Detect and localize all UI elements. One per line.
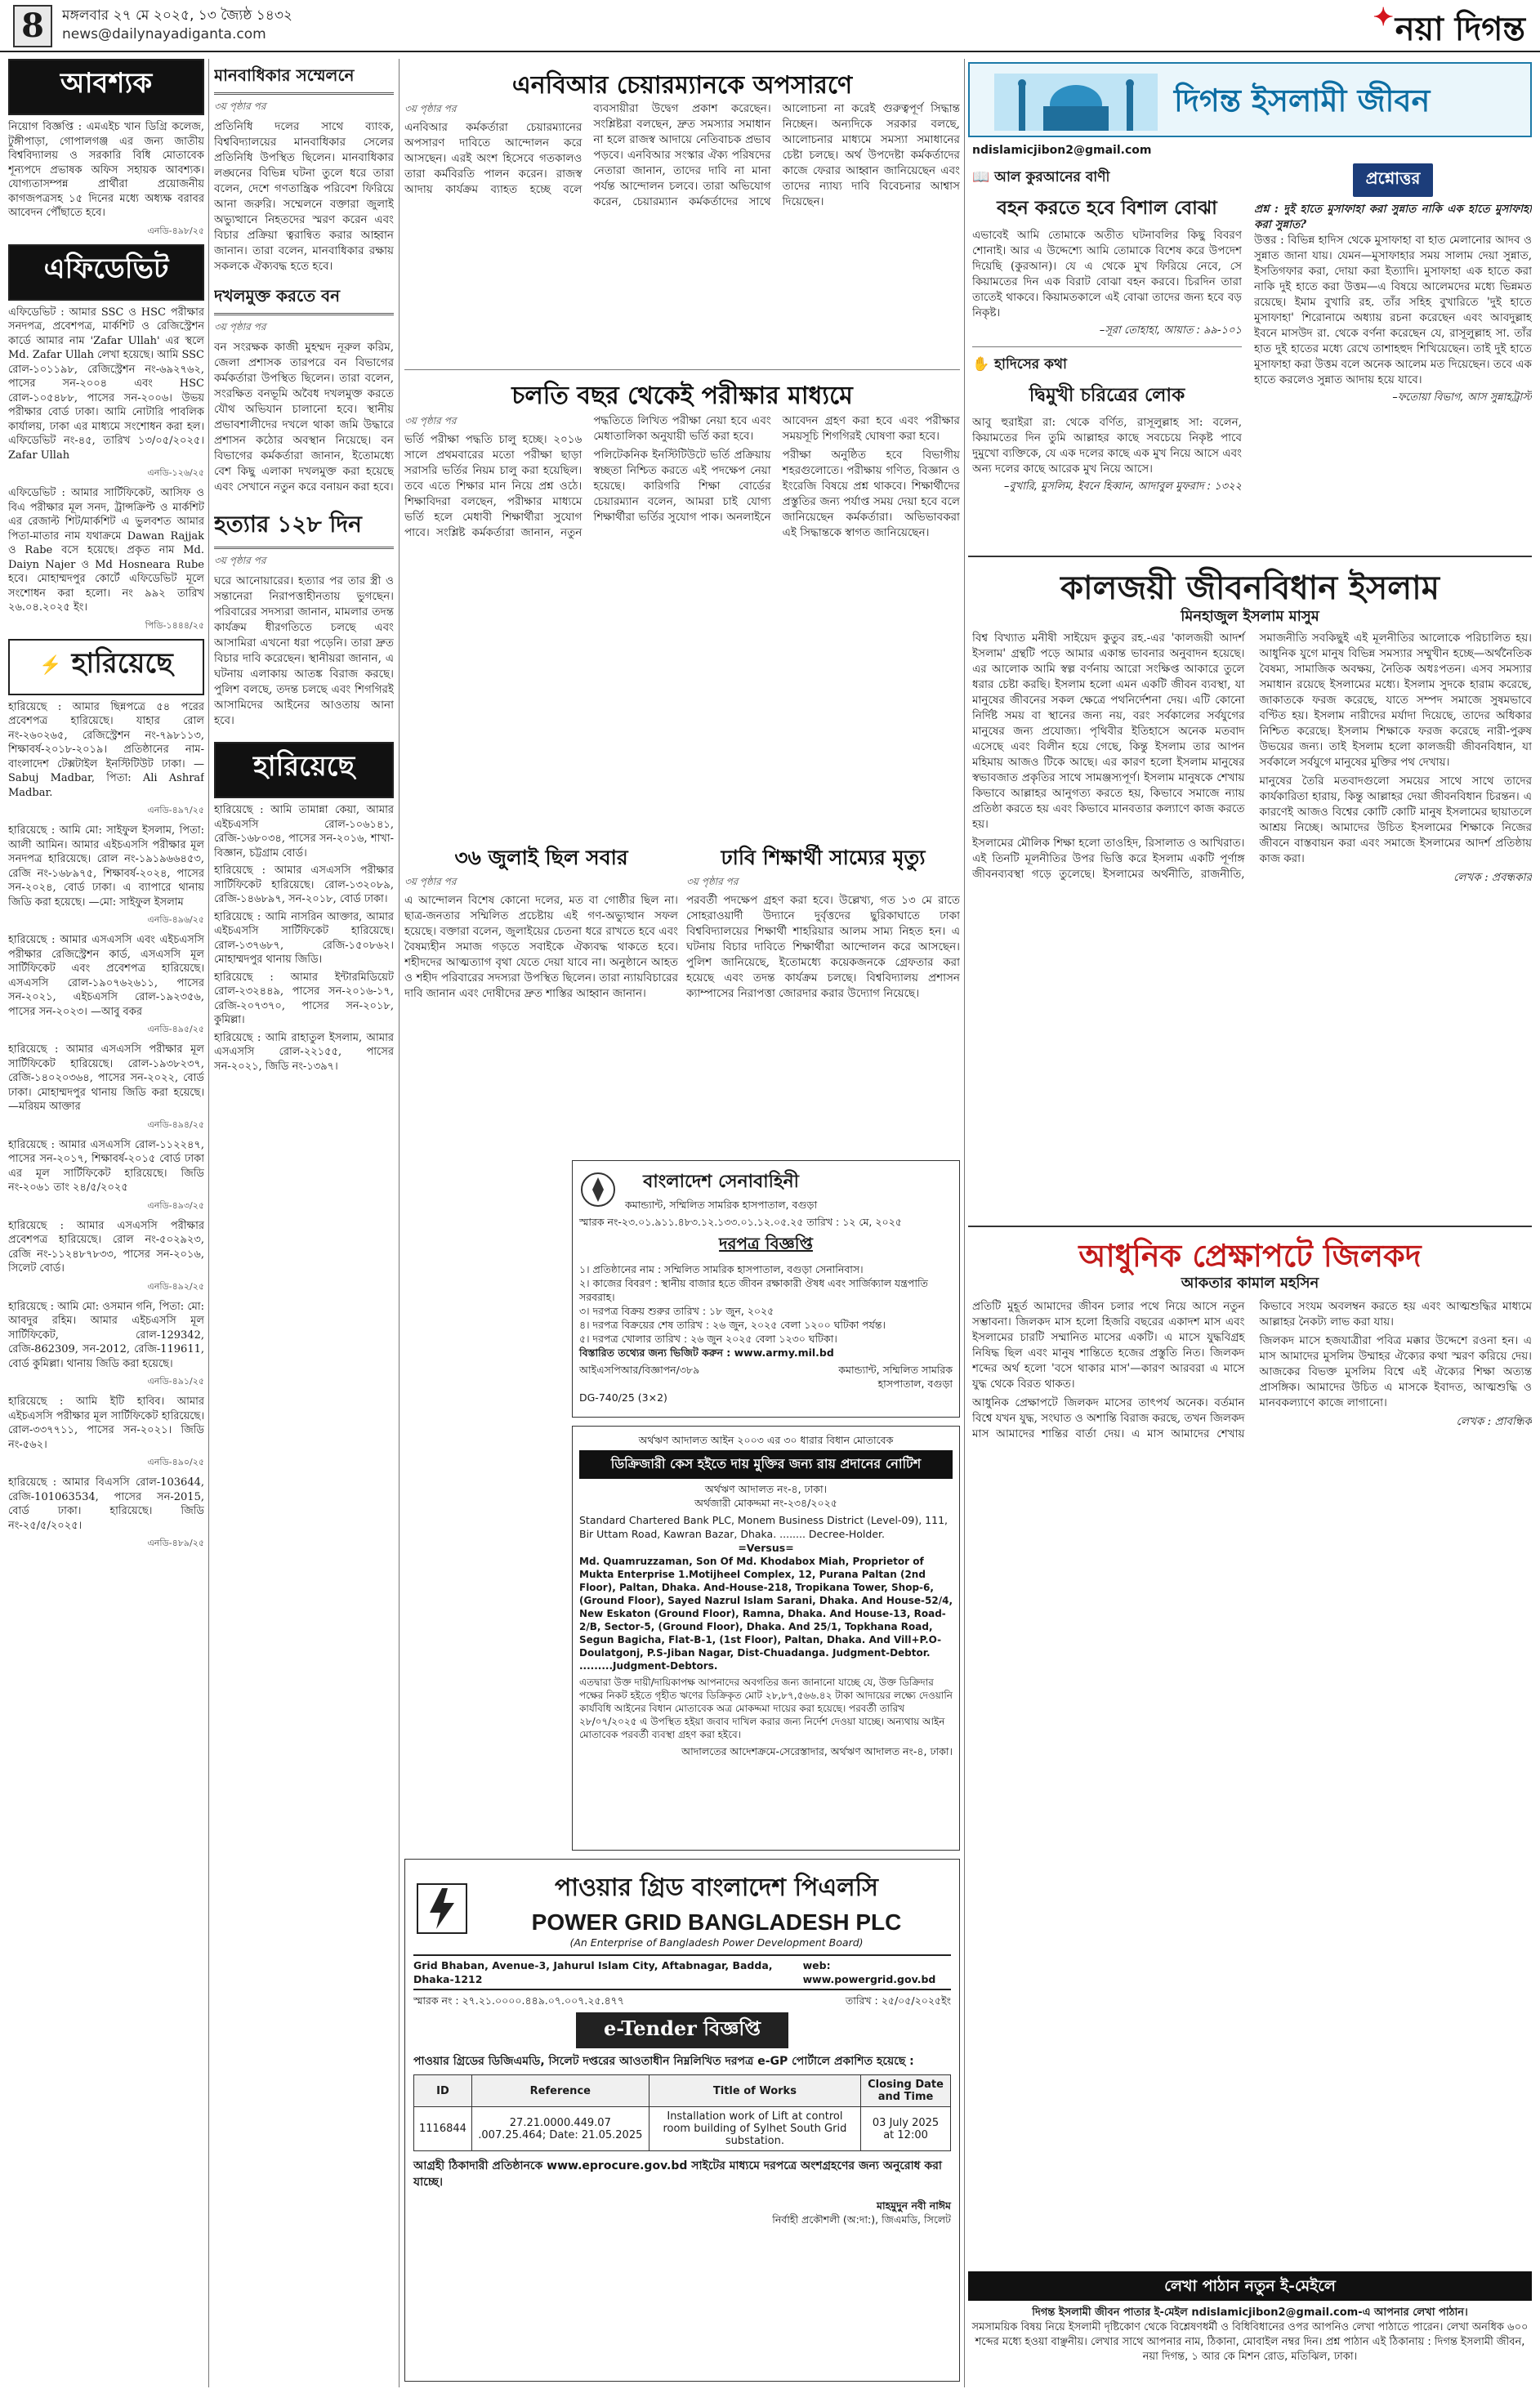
submit-writing-bar: লেখা পাঠান নতুন ই-মেইলে xyxy=(968,2271,1532,2301)
forest-body: বন সংরক্ষক কাজী মুহম্মদ নূরুল করিম, জেলা প্রশাসক তারপরে বন বিভাগের কর্মকর্তারা উপস্থিত ছিলেন। তারা বলেন, সংরক্ষিত বনভূমি অবৈধ দখলমুক্ত করতে যৌথ অভিযান চালানো হবে। স্থানীয় প্রভাবশালীদের দখলে থাকা জমি উদ্ধারে প্রশাসন কঠোর অবস্থান নিয়েছে। বন বিভাগের কর্মকর্তারা জানান, ইতোমধ্যে বেশ কিছু এলাকা দখলমুক্ত করা হয়েছে এবং সেখানে নতুন করে বনায়ন করা হবে। xyxy=(214,341,394,493)
power-grid-memo: স্মারক নং : ২৭.২১.০০০০.৪৪৯.০৭.০০৭.২৫.৪৭৭ xyxy=(413,1994,624,2007)
continuation-column xyxy=(214,59,394,2387)
exam-body: ভর্তি পরীক্ষা পদ্ধতি চালু হচ্ছে। ২০১৬ সালে প্রথমবারের মতো পরীক্ষা ছাড়া সরাসরি ভর্তির নিয়ম চালু করা হয়েছিল। তবে এতে শিক্ষার মান নিয়ে প্রশ্ন ওঠে। শিক্ষাবিদরা বলছেন, পরীক্ষার মাধ্যমে ভর্তি হলে মেধাবী শিক্ষার্থীরা সুযোগ পাবে। সংশ্লিষ্ট কর্মকর্তারা জানান, নতুন পদ্ধতিতে লিখিত পরীক্ষা নেয়া হবে এবং মেধাতালিকা অনুযায়ী ভর্তি করা হবে। xyxy=(404,414,771,539)
islamic-life-banner xyxy=(968,62,1532,137)
affidavit-header: এফিডেভিট xyxy=(8,244,204,301)
hadith-heading: ✋ হাদিসের কথা xyxy=(972,356,1067,373)
submit-email-line: দিগন্ত ইসলামী জীবন পাতার ই-মেইল ndislamicjibon2@gmail.com-এ আপনার লেখা পাঠান। xyxy=(1032,2306,1468,2319)
required-header: আবশ্যক xyxy=(8,59,204,115)
continued-note: ৩য় পৃষ্ঠার পর xyxy=(404,415,457,426)
book-icon: 📖 xyxy=(972,169,990,185)
qa-sign: –ফতোয়া বিভাগ, আস সুন্নাহট্রাস্ট xyxy=(1392,391,1532,404)
power-grid-footer: আগ্রহী ঠিকাদারী প্রতিষ্ঠানকে www.eprocure.gov.bd সাইটের মাধ্যমে দরপত্রে অংশগ্রহণের জন্য অনুরোধ করা যাচ্ছে। xyxy=(413,2159,942,2189)
mosque-icon xyxy=(994,74,1158,131)
exam-body: পরীক্ষা অনুষ্ঠিত হবে বিভাগীয় শহরগুলোতে। পরীক্ষায় গণিত, বিজ্ঞান ও ইংরেজি বিষয়ে প্রশ্ন থাকবে। শিক্ষার্থীদের প্রস্তুতির জন্য পর্যাপ্ত সময় দেয়া হবে বলে জানিয়েছেন কর্মকর্তারা। অভিভাবকরা এই সিদ্ধান্তকে স্বাগত জানিয়েছেন। xyxy=(782,449,960,539)
tender-col-reference: Reference xyxy=(471,2075,649,2107)
feature2-title: আধুনিক প্রেক্ষাপটে জিলকদ xyxy=(968,1226,1532,1284)
power-grid-tender-ad xyxy=(404,1859,960,2382)
murder-headline: হত্যার ১২৮ দিন xyxy=(214,507,394,549)
lost-ad: হারিয়েছে : আমার এসএসসি এবং এইচএসসি পরীক্ষার রেজিস্ট্রেশন কার্ড, এসএসসি মূল সার্টিফিকেট এবং প্রবেশপত্র হারিয়েছে। এসএসসি রোল-১৯০৭৬২৬১১, পাসের সন-২০২১, এইচএসসি রোল-১৯২৩৫৬, পাসের সন-২০২৩। —আবু বকর xyxy=(8,934,204,1018)
tender-id: 1116844 xyxy=(414,2107,472,2151)
continued-note: ৩য় পৃষ্ঠার পর xyxy=(214,555,266,566)
feature1-title: কালজয়ী জীবনবিধান ইসলাম xyxy=(968,556,1532,617)
human-rights-headline: মানবাধিকার সম্মেলনে xyxy=(214,64,394,95)
court-defendant: Md. Quamruzzaman, Son Of Md. Khodabox Miah, Proprietor of Mukta Enterprise 1.Motijheel Complex, 12, Purana Paltan (2nd Floor), Paltan, Dhaka. And-House-218, Tropikana Tower, Shop-6, (Ground Floor), Sayed Nazrul Islam Sarani, Dhaka. And House-52/4, New Eskaton (Ground Floor), Ramna, Dhaka. And House-13, Road-2/B, Sector-5, (Ground Floor), Dhaka. And 25/1, Topkhana Road, Segun Bagicha, Flat-B-1, (1st Floor), Paltan, Dhaka. And Vill+P.O-Doulatgonj, P.S-Jiban Nagar, Dist-Chuadanga. Judgment-Debtor. .........Judgment-Debtors. xyxy=(579,1556,953,1672)
ad-ref: এনডি-৪৯৮/২৫ xyxy=(147,225,204,236)
ad-ref: এনডি-৪৯০/২৫ xyxy=(147,1457,204,1467)
tender-closing: 03 July 2025 at 12:00 xyxy=(861,2107,951,2151)
qa-question: প্রশ্ন : দুই হাতে মুসাফাহা করা সুন্নাত নাকি এক হাতে মুসাফাহা করা সুন্নাত? xyxy=(1254,203,1532,231)
tender-table-header-row xyxy=(414,2075,951,2107)
july-headline: ৩৬ জুলাই ছিল সবার xyxy=(454,846,628,869)
lost-box-header: হারিয়েছে xyxy=(214,742,394,798)
lost-ad: হারিয়েছে : আমার এসএসসি পরীক্ষার মূল সার্টিফিকেট হারিয়েছে। রোল-১৯৩৮২৩৭, রেজি-১৪০২০৩৬৪, পাসের সন-২০২২, বোর্ড ঢাকা। মোহাম্মদপুর থানায় জিডি করা হয়েছে। —মরিয়ম আক্তার xyxy=(8,1043,204,1113)
tender-reference: 27.21.0000.449.07 .007.25.464; Date: 21.05.2025 xyxy=(471,2107,649,2151)
logo-star-icon: ✦ xyxy=(1373,3,1394,32)
feature1-byline: মিনহাজুল ইসলাম মাসুম xyxy=(1181,608,1319,625)
continued-note: ৩য় পৃষ্ঠার পর xyxy=(214,321,266,333)
qa-answer: উত্তর : বিভিন্ন হাদিস থেকে মুসাফাহা বা হাত মেলানোর আদব ও সুন্নাত জানা যায়। যেমন—মুসাফাহার সময় সালাম দেয়া সুন্নাত, ইসতিগফার করা, দোয়া করা ইত্যাদি। মুসাফাহা এক হাতে করা নাকি দুই হাতে করা উত্তম—এ বিষয়ে আলেমদের মধ্যে ভিন্নমত রয়েছে। ইমাম বুখারি রহ. তাঁর সহিহ বুখারিতে 'দুই হাতে মুসাফাহা' শিরোনামে অধ্যায় রচনা করেছেন এবং আবদুল্লাহ ইবনে মাসউদ রা. থেকে বর্ণনা করেছেন যে, রাসূলুল্লাহ সা. তাঁর হাত দুই হাতের মধ্যে রেখে তাশাহহুদ শিখিয়েছেন। তাই দুই হাতে মুসাফাহা করা উত্তম বলে অনেক আলেম মত দিয়েছেন। তবে এক হাতে করলেও সুন্নাত আদায় হয়ে যাবে। xyxy=(1254,234,1532,386)
signer-name: মাহমুদুন নবী নাঈম xyxy=(877,2199,951,2212)
affidavit-ad: এফিডেভিট : আমার SSC ও HSC পরীক্ষার সনদপত্র, প্রবেশপত্র, মার্কশিট ও রেজিস্ট্রেশন কার্ডে আমার নাম 'Zafar Ullah' এর স্থলে Md. Zafar Ullah লেখা হয়েছে। আমি SSC রোল-১০১১৯৮, রেজিস্ট্রেশন নং-৬৯২৭৬২, পাসের সন-২০০৪ এবং HSC রোল-১০৫৪৮৮, পাসের সন-২০০৬। উভয় পরীক্ষার বোর্ড ঢাকা। আমি নোটারি পাবলিক কার্যালয়, ঢাকা এর মাধ্যমে সংশোধন করা হল। এফিডেভিট নং-৪৫, তারিখ ১৩/০৫/২০২৫। Zafar Ullah xyxy=(8,306,204,462)
continued-note: ৩য় পৃষ্ঠার পর xyxy=(404,876,457,887)
qa-section xyxy=(1254,163,1532,547)
quran-title: বহন করতে হবে বিশাল বোঝা xyxy=(997,197,1217,219)
lightning-icon: ⚡ xyxy=(39,654,62,676)
power-grid-bengali-name: পাওয়ার গ্রিড বাংলাদেশ পিএলসি xyxy=(555,1873,878,1902)
tender-col-id: ID xyxy=(414,2075,472,2107)
ad-ref: এনডি-৪৯২/২৫ xyxy=(147,1280,204,1292)
army-subtitle: কমান্ড্যান্ট, সম্মিলিত সামরিক হাসপাতাল, বগুড়া xyxy=(625,1199,818,1211)
signer-title: নির্বাহী প্রকৌশলী (অ:দা:), জিএমডি, সিলেট xyxy=(772,2213,951,2226)
feature2-body: প্রতিটি মুহূর্ত আমাদের জীবন চলার পথে নিয়ে আসে নতুন সম্ভাবনা। জিলকদ মাস হলো হিজরি বছরের একাদশ মাস এবং ইসলামের চারটি সম্মানিত মাসের একটি। এ মাসে যুদ্ধবিগ্রহ নিষিদ্ধ ছিল এবং মানুষ শান্তিতে হজের প্রস্তুতি নিত। জিলকদ শব্দের অর্থ হলো 'বসে থাকার মাস'—কারণ আরবরা এ মাসে যুদ্ধ থেকে বিরত থাকত। xyxy=(972,1300,1245,1391)
exam-body: পলিটেকনিক ইনস্টিটিউটে ভর্তি প্রক্রিয়ায় স্বচ্ছতা নিশ্চিত করতে এই পদক্ষেপ নেয়া হয়েছে। কারিগরি শিক্ষা বোর্ডের চেয়ারম্যান বলেন, আমরা চাই যোগ্য শিক্ষার্থীরা ভর্তির সুযোগ পাক। অনলাইনে আবেদন গ্রহণ করা হবে এবং পরীক্ষার সময়সূচি শিগগিরই ঘোষণা করা হবে। xyxy=(593,414,960,524)
student-death-headline: ঢাবি শিক্ষার্থী সাম্যের মৃত্যু xyxy=(721,846,926,869)
ad-ref: এনডি-৪৯৬/২৫ xyxy=(147,914,204,925)
feature2-body: আধুনিক প্রেক্ষাপটে জিলকদ মাসের তাৎপর্য অনেক। বর্তমান বিশ্বে যখন যুদ্ধ, সংঘাত ও অশান্তি বিরাজ করছে, তখন জিলকদ মাস আমাদের শান্তির বার্তা দেয়। এ মাস আমাদের শেখায় কিভাবে সংযম অবলম্বন করতে হয় এবং আত্মশুদ্ধির মাধ্যমে আল্লাহর নৈকট্য লাভ করা যায়। xyxy=(972,1300,1532,1440)
lost-ad: হারিয়েছে : আমি ইটি হাবিব। আমার এইচএসসি পরীক্ষার মূল সার্টিফিকেট হারিয়েছে। রোল-৩৩৭৭১১, পাসের সন-২০২১। জিডি নং-৫৬২। xyxy=(8,1395,204,1451)
hadith-title: দ্বিমুখী চরিত্রের লোক xyxy=(1029,384,1185,406)
classifieds-column xyxy=(8,59,204,2387)
forest-headline: দখলমুক্ত করতে বন xyxy=(214,284,394,315)
tender-col-title: Title of Works xyxy=(649,2075,860,2107)
quran-heading: 📖 আল কুরআনের বাণী xyxy=(972,169,1110,185)
tender-table-row xyxy=(414,2107,951,2151)
feature1-body: বিশ্ব বিখ্যাত মনীষী সাইয়েদ কুতুব রহ.-এর 'কালজয়ী আদর্শ ইসলাম' গ্রন্থটি পড়ে আমার একান্ত ভাবনার অনুবাদন হয়েছে। এর আলোক আমি স্বল্প বর্ণনায় আরো সংক্ষিপ্ত আকারে তুলে ধরার চেষ্টা করছি। ইসলাম হলো এমন একটি জীবন ব্যবস্থা, যা মানুষের জীবনের সকল ক্ষেত্রে পথনির্দেশনা দেয়। এটি কোনো নির্দিষ্ট সময় বা স্থানের জন্য নয়, বরং সর্বকালের সর্বযুগের মানুষের জন্য প্রযোজ্য। পৃথিবীর ইতিহাসে অনেক মতবাদ এসেছে এবং বিলীন হয়ে গেছে, কিন্তু ইসলাম তার আপন মহিমায় আজও টিকে আছে। এর কারণ হলো ইসলাম মানুষের স্বভাবজাত প্রকৃতির সাথে সামঞ্জস্যপূর্ণ। ইসলাম মানুষকে শেখায় কিভাবে আল্লাহর আনুগত্য করতে হয়, কিভাবে সমাজে ন্যায় প্রতিষ্ঠা করতে হয় এবং কিভাবে মানবতার কল্যাণে কাজ করতে হয়। xyxy=(972,632,1245,831)
hand-icon: ✋ xyxy=(972,356,990,373)
july-body: এ আন্দোলন বিশেষ কোনো দলের, মত বা গোষ্ঠীর ছিল না। ছাত্র-জনতার সম্মিলিত প্রচেষ্টায় এই গণ-অভ্যুত্থান সফল হয়েছে। বক্তারা বলেন, জুলাইয়ের চেতনা ধরে রাখতে হবে এবং বৈষম্যহীন সমাজ গড়তে সবাইকে ঐক্যবদ্ধ থাকতে হবে। শহীদদের আত্মত্যাগ বৃথা যেতে দেয়া যাবে না। অনুষ্ঠানে আহত ও শহীদ পরিবারের সদস্যরা উপস্থিত ছিলেন। তারা ন্যায়বিচারের দাবি জানান এবং দোষীদের দ্রুত শাস্তির আহ্বান জানান। xyxy=(404,894,678,1000)
court-sign: আদালতের আদেশক্রমে-সেরেস্তাদার, অর্থঋণ আদালত নং-৪, ঢাকা। xyxy=(681,1745,953,1757)
feature1-sign: লেখক : প্রবন্ধকার xyxy=(1453,871,1532,884)
lost-ad: হারিয়েছে : আমার এসএসসি পরীক্ষার সার্টিফিকেট হারিয়েছে। রোল-১৩২০৮৯, রেজি-১৪৬৮৯৭, সন-২০১৮, বোর্ড ঢাকা। xyxy=(214,864,394,905)
ad-ref: এনডি-৪৯১/২৫ xyxy=(147,1376,204,1387)
army-tender-ad xyxy=(572,1160,960,1418)
feature2-sign: লেখক : প্রাবন্ধিক xyxy=(1456,1415,1532,1428)
nbr-headline: এনবিআর চেয়ারম্যানকে অপসারণে xyxy=(511,71,853,100)
power-grid-logo-icon xyxy=(413,1880,471,1937)
power-grid-english-name: POWER GRID BANGLADESH PLC xyxy=(531,1909,902,1935)
court-versus: =Versus= xyxy=(738,1542,794,1554)
human-rights-body: প্রতিনিধি দলের সাথে ব্যাংক, বিশ্ববিদ্যালয়ের মানবাধিকার সেলের প্রতিনিধি উপস্থিত ছিলেন। মানবাধিকার লঙ্ঘনের বিভিন্ন ঘটনা তুলে ধরে তারা বলেন, দেশে গণতান্ত্রিক পরিবেশ ফিরিয়ে আনা জরুরি। সম্মেলনে বক্তারা জুলাই অভ্যুত্থানে নিহতদের স্মরণ করেন এবং বিচার প্রক্রিয়া ত্বরান্বিত করার আহ্বান জানান। তারা বলেন, মানবাধিকার রক্ষায় সকলকে ঐক্যবদ্ধ হতে হবে। xyxy=(214,120,394,273)
student-death-body-block xyxy=(686,874,960,1152)
lost-ad: হারিয়েছে : আমি মো: ওসমান গনি, পিতা: মো: আবদুর রহিম। আমার এইচএসসি মূল সার্টিফিকেট, রোল-129342, রেজি-862309, সন-2012, রেজি-119611, বোর্ড কুমিল্লা। থানায় জিডি করা হয়েছে। xyxy=(8,1300,204,1370)
section-divider xyxy=(972,346,1242,347)
exam-headline: চলতি বছর থেকেই পরীক্ষার মাধ্যমে xyxy=(511,382,853,410)
army-web-link[interactable]: বিস্তারিত তথ্যের জন্য ভিজিট করুন : www.army.mil.bd xyxy=(579,1346,834,1359)
court-title: ডিক্রিজারী কেস হইতে দায় মুক্তির জন্য রায় প্রদানের নোটিশ xyxy=(579,1450,953,1479)
ad-ref: এনডি-১২৬/২৫ xyxy=(147,467,204,478)
lost-ad: হারিয়েছে : আমার বিএসসি রোল-103644, রেজি-101063534, পাসের সন-2015, বোর্ড ঢাকা। হারিয়েছে। জিডি নং-২৫/৫/২০২৫। xyxy=(8,1476,204,1532)
newspaper-logo xyxy=(1373,3,1525,58)
court-notice-ad xyxy=(572,1426,960,1851)
lost-header: ⚡ হারিয়েছে xyxy=(8,639,204,695)
quran-source: –সূরা তোহাহা, আয়াত : ৯৯-১০১ xyxy=(1099,324,1242,337)
ad-ref: পিডি-১৪৪৪/২৫ xyxy=(145,619,204,631)
column-divider xyxy=(964,59,965,2387)
power-grid-address: Grid Bhaban, Avenue-3, Jahurul Islam City, Aftabnagar, Badda, Dhaka-1212 xyxy=(413,1959,773,1985)
ad-ref: এনডি-৪৮৯/২৫ xyxy=(147,1538,204,1548)
tender-table xyxy=(413,2074,951,2151)
nbr-body-block xyxy=(404,101,960,363)
e-tender-heading: e-Tender বিজ্ঞপ্তি xyxy=(576,2012,788,2048)
army-ref: DG-740/25 (3×2) xyxy=(579,1391,667,1404)
ad-ref: এনডি-৪৯৭/২৫ xyxy=(147,805,204,815)
tender-title: Installation work of Lift at control room building of Sylhet South Grid substation. xyxy=(649,2107,860,2151)
lost-ad: হারিয়েছে : আমার এসএসসি পরীক্ষার প্রবেশপত্র হারিয়েছে। রোল নং-৫০২৯২৩, রেজি নং-১১২৪৮৭৮৩৩, পাসের সন-২০১৬, সিলেট বোর্ড। xyxy=(8,1219,204,1275)
court-case: অর্থজারী মোকদ্দমা নং-২৩৪/২০২৫ xyxy=(694,1497,837,1509)
logo-text: নয়া দিগন্ত xyxy=(1395,10,1525,48)
quran-body: এভাবেই আমি তোমাকে অতীত ঘটনাবলির কিছু বিবরণ শোনাই। আর এ উদ্দেশ্যে আমি তোমাকে বিশেষ করে উপদেশ দিয়েছি (কুরআন)। যে এ থেকে মুখ ফিরিয়ে নেবে, সে কিয়ামতের দিন এক বিরাট বোঝা বহন করবে। চিরদিন তারা তাতেই থাকবে। কিয়ামতকালে এই বোঝা তাদের জন্য হবে বড় নিকৃষ্ট। xyxy=(972,229,1242,319)
feature2-body: জিলকদ মাসে হজযাত্রীরা পবিত্র মক্কার উদ্দেশে রওনা হন। এ মাস আমাদের মুসলিম উম্মাহর ঐক্যের কথা স্মরণ করিয়ে দেয়। আজকের বিভক্ত মুসলিম বিশ্বে এই ঐক্যের শিক্ষা অত্যন্ত প্রাসঙ্গিক। আমাদের উচিত এ মাসকে ইবাদত, আত্মশুদ্ধি ও মানবকল্যাণে কাজে লাগানো। xyxy=(1259,1334,1532,1409)
court-top: অর্থঋণ আদালত আইন ২০০৩ এর ৩০ ধারার বিধান মোতাবেক xyxy=(638,1434,894,1446)
continued-note: ৩য় পৃষ্ঠার পর xyxy=(686,876,739,887)
court-plaintiff: Standard Chartered Bank PLC, Monem Business District (Level-09), 111, Bir Uttam Road, Kawran Bazar, Dhaka. ........ Decree-Holder. xyxy=(579,1514,948,1540)
student-death-body: পরবর্তী পদক্ষেপ গ্রহণ করা হবে। উল্লেখ্য, গত ১৩ মে রাতে সোহরাওয়ার্দী উদ্যানে দুর্বৃত্তদের ছুরিকাঘাতে ঢাকা বিশ্ববিদ্যালয়ের শিক্ষার্থী শাহরিয়ার আলম সাম্য নিহত হন। এ ঘটনায় বিচার দাবিতে শিক্ষার্থীরা আন্দোলন করে আসছেন। পুলিশ জানিয়েছে, ইতোমধ্যে কয়েকজনকে গ্রেফতার করা হয়েছে এবং তদন্ত কার্যক্রম চলছে। বিশ্ববিদ্যালয় প্রশাসন ক্যাম্পাসের নিরাপত্তা জোরদার করার উদ্যোগ নিয়েছে। xyxy=(686,894,960,1000)
required-ad: নিয়োগ বিজ্ঞপ্তি : এমএইচ খান ডিগ্রি কলেজ, টুঙ্গীপাড়া, গোপালগঞ্জ এর জন্য জাতীয় বিশ্ববিদ্যালয় ও সরকারি বিধি মোতাবেক শূন্যপদে প্রভাষক অফিস সহায়ক আবশ্যক। যোগ্যতাসম্পন্ন প্রার্থীরা প্রয়োজনীয় কাগজপত্রসহ ১৫ দিনের মধ্যে অধ্যক্ষ বরাবর আবেদন পৌঁছাতে হবে। xyxy=(8,121,204,219)
quran-section xyxy=(972,163,1242,547)
army-title: বাংলাদেশ সেনাবাহিনী xyxy=(643,1171,799,1192)
murder-body: ঘরে আনোয়ারের। হত্যার পর তার স্ত্রী ও সন্তানেরা নিরাপত্তাহীনতায় ভুগছেন। পরিবারের সদস্যরা জানান, মামলার তদন্ত কার্যক্রম ধীরগতিতে চলছে এবং আসামিরা এখনো ধরা পড়েনি। তারা দ্রুত বিচার দাবি করেছেন। স্থানীয়রা জানান, এ ঘটনায় এলাকায় আতঙ্ক বিরাজ করছে। পুলিশ বলছে, তদন্ত চলছে এবং শিগগিরই আসামিদের আইনের আওতায় আনা হবে। xyxy=(214,574,394,727)
masthead-email[interactable]: news@dailynayadiganta.com xyxy=(62,26,266,42)
court-notice-text: এতদ্বারা উক্ত দায়ী/দায়িকাপক্ষ আপনাদের অবগতির জন্য জানানো যাচ্ছে যে, উক্ত ডিক্রিদার পক্ষের নিকট হইতে গৃহীত ঋণের ডিক্রিকৃত মোট ২৮,৮৭,৫৬৬.৪২ টাকা আদায়ের লক্ষ্যে দেওয়ানি কার্যবিধি আইনের বিধান মোতাবেক অত্র মোকদ্দমা দায়ের করা হয়েছে। পরবর্তী তারিখ ২৮/০৭/২০২৫ এ উপস্থিত হইয়া জবাব দাখিল করার জন্য নির্দেশ দেওয়া যাচ্ছে। অন্যথায় আইন মোতাবেক পরবর্তী ব্যবস্থা গ্রহণ করা হইবে। xyxy=(579,1677,953,1740)
court-name: অর্থঋণ আদালত নং-৪, ঢাকা। xyxy=(704,1483,828,1495)
exam-body-block xyxy=(404,413,960,838)
feature1-body: মানুষের তৈরি মতবাদগুলো সময়ের সাথে সাথে তাদের কার্যকারিতা হারায়, কিন্তু আল্লাহর দেয়া জীবনবিধান চিরন্তন। এ কারণেই আজও বিশ্বের কোটি কোটি মানুষ ইসলামের ছায়াতলে আশ্রয় নিচ্ছে। আমাদের উচিত ইসলামের শিক্ষাকে নিজের জীবনে বাস্তবায়ন করা এবং সমাজে ইসলামের আদর্শ প্রতিষ্ঠায় কাজ করা। xyxy=(1259,775,1532,865)
power-grid-web[interactable]: web: www.powergrid.gov.bd xyxy=(802,1959,936,1985)
issue-date: মঙ্গলবার ২৭ মে ২০২৫, ১৩ জ্যৈষ্ঠ ১৪৩২ xyxy=(62,7,292,24)
army-item: ৩। দরপত্র বিক্রয় শুরুর তারিখ : ১৮ জুন, ২০২৫ xyxy=(579,1305,774,1317)
army-item: ১। প্রতিষ্ঠানের নাম : সম্মিলিত সামরিক হাসপাতাল, বগুড়া সেনানিবাস। xyxy=(579,1263,864,1275)
army-item: ৫। দরপত্র খোলার তারিখ : ২৬ জুন ২০২৫ বেলা ১২৩০ ঘটিকা। xyxy=(579,1333,837,1345)
lost-ad: হারিয়েছে : আমার ইন্টারমিডিয়েট রোল-২৩২৪৪৯, পাসের সন-২০১৬-১৭, রেজি-২০৭৩৭০, পাসের সন-২০১৮, কুমিল্লা। xyxy=(214,971,394,1026)
lost-ad: হারিয়েছে : আমার এসএসসি রোল-১১২২৪৭, পাসের সন-২০১৭, শিক্ষাবর্ষ-২০১৫ বোর্ড ঢাকা এর মূল সার্টিফিকেট হারিয়েছে। জিডি নং-২০৬১ তাং ২৪/৫/২০২৫ xyxy=(8,1138,204,1194)
lost-ad: হারিয়েছে : আমার ছিন্নপত্রে ৫৪ পরের প্রবেশপত্র হারিয়েছে। যাহার রোল নং-২৬০২৬৫, রেজিস্ট্রেশন নং-৭৯৮১১৩, শিক্ষাবর্ষ-২০১৮-২০১৯। প্রতিষ্ঠানের নাম-বাংলাদেশ টেক্সটাইল ইনস্টিটিউট ঢাকা। —Sabuj Madbar, পিতা: Ali Ashraf Madbar. xyxy=(8,700,204,799)
power-grid-date: তারিখ : ২৫/০৫/২০২৫ইং xyxy=(845,1994,951,2007)
column-divider xyxy=(208,59,209,2387)
hadith-body: আবু হুরাইরা রা: থেকে বর্ণিত, রাসূলুল্লাহ সা: বলেন, কিয়ামতের দিন তুমি আল্লাহর কাছে সবচেয়ে নিকৃষ্ট পাবে দুমুখো ব্যক্তিকে, যে এক দলের কাছে এক মুখ নিয়ে আসে এবং অন্য দলের কাছে আরেক মুখ নিয়ে আসে। xyxy=(972,416,1242,476)
submit-guidelines: সমসাময়িক বিষয় নিয়ে ইসলামী দৃষ্টিকোণ থেকে বিশ্লেষণধর্মী ও বিধিবিধানের ওপর আপনিও লেখা পাঠাতে পারেন। লেখা অনধিক ৬০০ শব্দের মধ্যে হওয়া বাঞ্ছনীয়। লেখার সাথে আপনার নাম, ঠিকানা, মোবাইল নম্বর দিন। প্রশ্ন পাঠান এই ঠিকানায় : দিগন্ত ইসলামী জীবন, নয়া দিগন্ত, ১ আর কে মিশন রোড, মতিঝিল, ঢাকা। xyxy=(971,2321,1529,2363)
feature1-body-block xyxy=(972,631,1532,1219)
ad-ref: এনডি-৪৯৫/২৫ xyxy=(147,1024,204,1034)
army-item: ২। কাজের বিবরণ : স্থানীয় বাজার হতে জীবন রক্ষাকারী ঔষধ এবং সার্জিক্যাল যন্ত্রপাতি সরবরাহ। xyxy=(579,1277,928,1303)
feature1-body: ইসলামের মৌলিক শিক্ষা হলো তাওহিদ, রিসালাত ও আখিরাত। এই তিনটি মূলনীতির উপর ভিত্তি করে ইসলাম একটি পূর্ণাঙ্গ জীবনব্যবস্থা গড়ে তুলেছে। ইসলামের অর্থনীতি, রাজনীতি, সমাজনীতি সবকিছুই এই মূলনীতির আলোকে পরিচালিত হয়। আধুনিক যুগে মানুষ বিভিন্ন সমস্যার সম্মুখীন হচ্ছে—অর্থনৈতিক বৈষম্য, সামাজিক অবক্ষয়, নৈতিক অধঃপতন। এসব সমস্যার সমাধান রয়েছে ইসলামের মধ্যে। ইসলাম সুদকে হারাম করেছে, জাকাতকে ফরজ করেছে, যাতে সম্পদ সমাজে সুষমভাবে বণ্টিত হয়। ইসলাম নারীদের মর্যাদা দিয়েছে, তাদের অধিকার নিশ্চিত করেছে। ইসলাম শিক্ষাকে ফরজ করেছে নারী-পুরুষ উভয়ের জন্য। তাই ইসলাম হলো কালজয়ী জীবনবিধান, যা সর্বকালে সর্বযুগে মানুষের মুক্তির পথ দেখায়। xyxy=(972,632,1532,881)
lost-ad: হারিয়েছে : আমি মো: সাইফুল ইসলাম, পিতা: আলী আমিন। আমার এইচএসসি পরীক্ষার মূল সনদপত্র হারিয়েছে। রোল নং-১৯১৯৬৬৪৫৩, রেজি নং-১৬৮৯৭৫, শিক্ষাবর্ষ-২০২৪, পাসের সন-২০২৪, বোর্ড ঢাকা। এ ব্যাপারে থানায় জিডি করা হয়েছে। —মো: সাইফুল ইসলাম xyxy=(8,824,204,909)
continued-note: ৩য় পৃষ্ঠার পর xyxy=(404,103,457,114)
affidavit-ad: এফিডেভিট : আমার সার্টিফিকেট, আসিফ ও বিএ পরীক্ষার মূল সনদ, ট্রান্সক্রিপ্ট ও মার্কশিট এর রেজাল্ট শিট/মার্কশিট এ ভুলবশত আমার পিতা-মাতার নাম যথাক্রমে Dawan Rajjak ও Rabe বসে হয়েছে। প্রকৃত নাম Md. Daiyn Najer ও Md Hosneara Rube হবে। মোহাম্মদপুর কোর্টে এফিডেভিট মূলে সংশোধন করা হলো। নং ৯৯২ তারিখ ২৬.০৪.২০২৫ ইং। xyxy=(8,487,204,614)
masthead xyxy=(0,0,1540,52)
army-item: ৪। দরপত্র বিক্রয়ের শেষ তারিখ : ২৬ জুন, ২০২৫ বেলা ১২০০ ঘটিকা পর্যন্ত। xyxy=(579,1319,886,1331)
islamic-life-title: দিগন্ত ইসলামী জীবন xyxy=(1174,82,1431,118)
lost-ad: হারিয়েছে : আমি রাহাতুল ইসলাম, আমার এসএসসি রোল-২২১৫৫, পাসের সন-২০২১, জিডি নং-১৩৯৭। xyxy=(214,1031,394,1073)
lost-list xyxy=(8,700,204,1552)
hadith-source: –বুখারি, মুসলিম, ইবনে হিব্বান, আদাবুল মুফরাদ : ১৩২২ xyxy=(1003,480,1242,493)
column-divider xyxy=(399,59,400,2387)
nbr-body: এনবিআর কর্মকর্তারা চেয়ারম্যানের অপসারণ দাবিতে আন্দোলন করে আসছেন। এরই অংশ হিসেবে গতকালও তারা কর্মবিরতি পালন করেন। রাজস্ব আদায় কার্যক্রম ব্যাহত হচ্ছে বলে ব্যবসায়ীরা উদ্বেগ প্রকাশ করেছেন। সংশ্লিষ্টরা বলছেন, দ্রুত সমস্যার সমাধান না হলে রাজস্ব আদায়ে নেতিবাচক প্রভাব পড়বে। এনবিআর সংস্কার ঐক্য পরিষদের নেতারা জানান, তাদের দাবি না মানা পর্যন্ত আন্দোলন চলবে। তারা অভিযোগ করেন, চেয়ারম্যান কর্মকর্তাদের সাথে আলোচনা না করেই গুরুত্বপূর্ণ সিদ্ধান্ত নিচ্ছেন। অন্যদিকে সরকার বলছে, আলোচনার মাধ্যমে সমস্যা সমাধানের চেষ্টা চলছে। অর্থ উপদেষ্টা কর্মকর্তাদের কাজে ফেরার আহ্বান জানিয়েছেন এবং তাদের ন্যায্য দাবি বিবেচনার আশ্বাস দিয়েছেন। xyxy=(404,102,960,208)
army-emblem-icon xyxy=(579,1171,617,1208)
feature2-body-block xyxy=(972,1299,1532,2263)
lost-ad: হারিয়েছে : আমি নাসরিন আক্তার, আমার এইচএসসি সার্টিফিকেট হারিয়েছে। রোল-১৩৭৬৮৭, রেজি-১৫০৮৬২। মোহাম্মদপুর থানায় জিডি। xyxy=(214,910,394,966)
power-grid-intro: পাওয়ার গ্রিডের ডিজিএমডি, সিলেট দপ্তরের আওতাধীন নিম্নলিখিত দরপত্র e-GP পোর্টালে প্রকাশিত হয়েছে : xyxy=(413,2055,914,2068)
power-grid-tag: (An Enterprise of Bangladesh Power Development Board) xyxy=(569,1936,864,1949)
tender-col-closing: Closing Date and Time xyxy=(861,2075,951,2107)
qa-heading: প্রশ্নোত্তর xyxy=(1353,163,1434,197)
lost-ad: হারিয়েছে : আমি তামান্না কেয়া, আমার এইচএসসি রোল-১০৬১৪১, রেজি-১৬৮০৩৪, পাসের সন-২০১৬, শাখা-বিজ্ঞান, চট্টগ্রাম বোর্ড। xyxy=(214,804,394,860)
army-memo: স্মারক নং-২৩.০১.৯১১.৪৮৩.১২.১৩৩.০১.১২.০৫.২৫ তারিখ : ১২ মে, ২০২৫ xyxy=(579,1216,902,1228)
islamic-life-email[interactable]: ndislamicjibon2@gmail.com xyxy=(972,144,1152,157)
continued-note: ৩য় পৃষ্ঠার পর xyxy=(214,100,266,112)
feature2-byline: আকতার কামাল মহসিন xyxy=(1181,1275,1319,1292)
ad-ref: এনডি-৪৯৪/২৫ xyxy=(147,1119,204,1130)
army-heading: দরপত্র বিজ্ঞপ্তি xyxy=(719,1234,813,1253)
submit-writing-note xyxy=(968,2306,1532,2365)
section-divider xyxy=(404,369,960,370)
page-number: 8 xyxy=(13,5,52,47)
ad-ref: এনডি-৪৯৩/২৫ xyxy=(147,1199,204,1211)
army-isprd: আইএসপিআর/বিজ্ঞাপন/৩৮৯ xyxy=(579,1364,700,1376)
army-sign: কমান্ড্যান্ট, সম্মিলিত সামরিক হাসপাতাল, বগুড়া xyxy=(838,1364,953,1390)
